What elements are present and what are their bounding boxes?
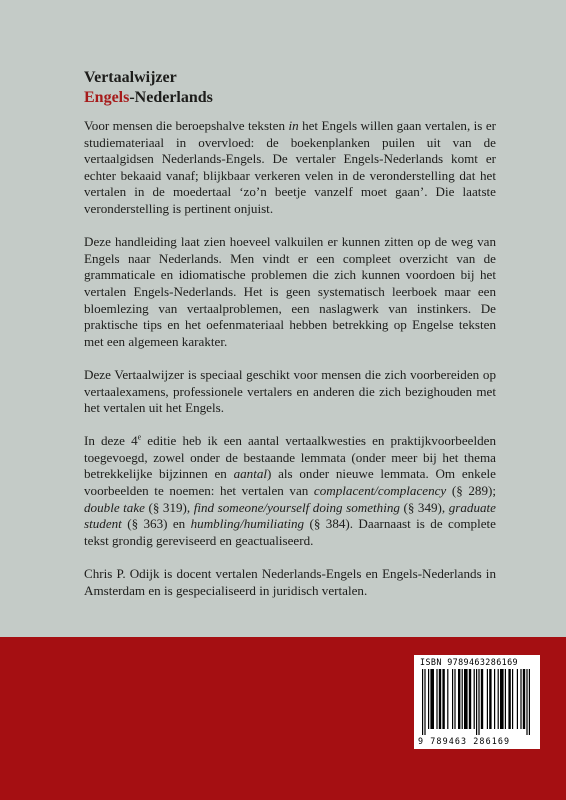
text-run: (§ 384). Daarnaast is de complete tekst grondig gereviseerd en geactualiseerd. <box>84 516 496 548</box>
barcode-bar <box>439 669 441 729</box>
title-block <box>84 68 213 108</box>
barcode-bar <box>481 669 483 729</box>
text-run: editie heb ik een aantal vertaalkwesties en praktijkvoorbeelden toegevoegd, zowel onder de bestaande lemmata (onder meer bij het thema betrekkelijke bijzinnen en <box>84 433 496 482</box>
text-run: (§ 363) en <box>121 516 191 532</box>
barcode-bar <box>512 669 513 729</box>
italic-run: complacent/complacency <box>313 483 447 499</box>
barcode-bar <box>494 669 495 729</box>
italic-run: find someone/yourself doing something <box>193 499 400 515</box>
paragraph-intro <box>84 118 496 218</box>
italic-run: in <box>288 118 299 133</box>
barcode-bar <box>447 669 448 729</box>
barcode-digits: 9 789463 286169 <box>418 736 511 746</box>
barcode-label <box>414 655 540 749</box>
barcode-graphic <box>422 669 532 735</box>
barcode-bar <box>454 669 455 729</box>
book-subtitle <box>84 88 213 108</box>
text-run: (§ 349), <box>399 499 449 515</box>
barcode-bar <box>458 669 460 729</box>
text-run: In deze 4 <box>84 433 138 449</box>
book-title: Vertaalwijzer <box>84 69 177 86</box>
barcode-bar <box>523 669 525 729</box>
barcode-bar <box>422 669 423 735</box>
barcode-bar <box>452 669 453 729</box>
barcode-bar <box>498 669 499 729</box>
barcode-bar <box>520 669 521 729</box>
barcode-bar <box>500 669 504 729</box>
text-run: (§ 319), <box>144 499 194 515</box>
paragraph-edition <box>84 433 496 549</box>
italic-run: graduate student <box>84 499 496 532</box>
barcode-bar <box>436 669 437 729</box>
text-run: ) als onder nieuwe lemmata. Om enkele voorbeelden te noemen: het vertalen van <box>84 466 496 499</box>
barcode-bar <box>424 669 425 735</box>
blurb-text <box>84 118 496 616</box>
italic-run: double take <box>84 499 145 515</box>
barcode-bar <box>442 669 444 729</box>
barcode-bar <box>474 669 475 729</box>
italic-run: humbling/humiliating <box>190 516 305 532</box>
barcode-bar <box>517 669 518 729</box>
barcode-bar <box>505 669 506 729</box>
barcode-bar <box>526 669 527 735</box>
text-run: Voor mensen die beroepshalve teksten <box>84 118 289 133</box>
barcode-bar <box>476 669 477 735</box>
barcode-bar <box>428 669 429 729</box>
italic-run: aantal <box>233 466 268 482</box>
subtitle-rest: -Nederlands <box>129 89 213 106</box>
isbn-text: ISBN 9789463286169 <box>420 657 518 667</box>
barcode-bar <box>469 669 471 729</box>
barcode-bar <box>508 669 510 729</box>
barcode-bar <box>462 669 463 729</box>
subtitle-red-word: Engels <box>84 89 130 106</box>
barcode-bar <box>487 669 488 729</box>
paragraph-audience: Deze Vertaalwijzer is speciaal geschikt voor mensen die zich voorbereiden op vertaalexamens, professionele vertalers en anderen die zich bezighouden met het vertalen uit het Engels. <box>84 366 496 416</box>
barcode-bar <box>478 669 479 735</box>
paragraph-handbook: Deze handleiding laat zien hoeveel valkuilen er kunnen zitten op de weg van Engels naar Nederlands. Men vindt er een compleet overzicht van de grammaticale en idiomatische problemen die zich kunnen voordoen bij het vertalen Engels-Nederlands. Het is geen systematisch leerboek maar een bloemlezing van vertaalproblemen, een naslagwerk van instinkers. De praktische tips en het oefenmateriaal hebben betrekking op Engelse teksten met een algemeen karakter. <box>84 234 496 349</box>
text-run: (§ 289); <box>446 483 496 499</box>
barcode-bar <box>430 669 434 729</box>
superscript: e <box>137 432 142 442</box>
barcode-bar <box>489 669 491 729</box>
barcode-bar <box>464 669 468 729</box>
text-run: het Engels willen gaan vertalen, is er studiemateriaal in overvloed: de boekenplanken puilen uit van de vertaalgidsen Nederlands-Engels. De vertaler Engels-Nederlands komt er echter bekaaid vanaf; blijkbaar verkeren velen in de veronderstelling dat het vertalen in de moedertaal ‘zo’n beetje vanzelf moet gaan’. Die laatste veronderstelling is pertinent onjuist. <box>84 118 496 216</box>
barcode-bar <box>529 669 530 735</box>
paragraph-author: Chris P. Odijk is docent vertalen Nederlands-Engels en Engels-Nederlands in Amsterdam en is gespecialiseerd in juridisch vertalen. <box>84 566 496 598</box>
